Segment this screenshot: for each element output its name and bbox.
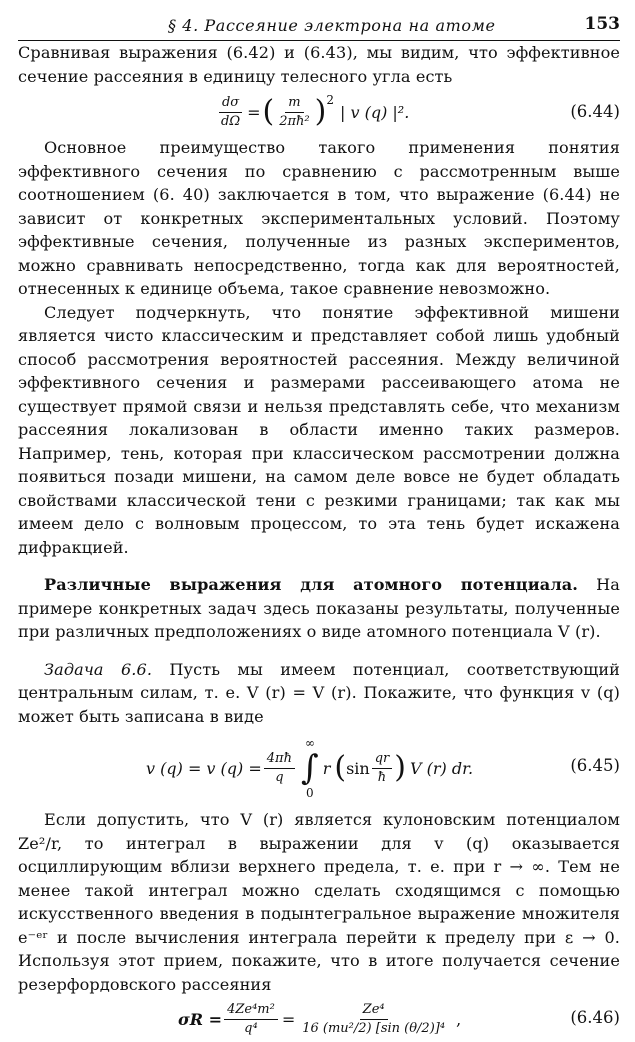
- eq645-integrand-v: V (r) dr.: [409, 758, 474, 778]
- eq645-fraction: $\frac{4\pi ħ}{q}$: [264, 751, 295, 786]
- book-page: [18, 14, 620, 1042]
- page-number: 153: [584, 14, 620, 34]
- eq646-lhs: σR =: [178, 1009, 223, 1029]
- section-heading: Различные выражения для атомного потенциала.: [44, 575, 579, 594]
- eq646-fraction-1: $\frac{\text{4Ze⁴m²}}{\text{q⁴}}$: [224, 1002, 278, 1037]
- equation-number-6-45: (6.45): [570, 756, 620, 775]
- running-header: [18, 14, 620, 41]
- eq645-integrand-r: r: [322, 758, 331, 778]
- paragraph-intro: Сравнивая выражения (6.42) и (6.43), мы видим, что эффективное сечение рассеяния в единицу телесного угла есть: [18, 43, 620, 86]
- paragraph-coulomb: Если допустить, что V (r) является кулоновским потенциалом Ze²/r, то интеграл в выражении для v (q) оказывается осциллирующим вблизи верхнего предела, т. е. при r → ∞. Тем не менее такой интеграл можно сделать сходящимся с помощью искусственного введения в подынтегральное выражение множителя e⁻ᵉʳ и после вычисления интеграла перейти к пределу при ε → 0. Используя этот прием, покажите, что в итоге получается сечение резерфордовского рассеяния: [18, 810, 620, 994]
- running-title: § 4. Рассеяние электрона на атоме: [168, 16, 496, 35]
- paragraph-classical: Следует подчеркнуть, что понятие эффективной мишени является чисто классическим и представляет собой лишь удобный способ рассмотрения вероятностей рассеяния. Между величиной эффективного сечения и размерами рассеивающего атома не существует прямой связи и нельзя представлять себе, что механизм рассеяния локализован в области именно таких размеров. Например, тень, которая при классическом рассмотрении должна появиться позади мишени, на самом деле вовсе не будет обладать свойствами классической тени с резкими границами; так как мы имеем дело с волновым процессом, то эта тень будет искажена дифракцией.: [18, 302, 620, 557]
- eq644-lhs-fraction: $\frac{d\sigma}{d\Omega}$: [218, 95, 243, 130]
- section-paragraph: [18, 573, 620, 644]
- equation-6-46: [18, 996, 620, 1042]
- eq644-fraction: $\frac{m}{\text{2πħ²}}$: [279, 94, 310, 129]
- eq645-sin-fraction: $\frac{qr}{ħ}$: [372, 751, 393, 786]
- eq646-equals: =: [281, 1009, 296, 1029]
- eq644-equals: =: [247, 102, 261, 122]
- integral-sign: ∞ ∫ 0: [300, 736, 319, 800]
- eq644-tail: | v (q) |².: [340, 102, 410, 122]
- equation-number-6-44: (6.44): [570, 102, 620, 121]
- problem-paragraph: [18, 658, 620, 729]
- problem-text: Пусть мы имеем потенциал, соответствующий центральным силам, т. е. V (r) = V (r). Покажите, что функция v (q) может быть записана в виде: [18, 659, 621, 726]
- problem-label: Задача 6.6.: [44, 659, 153, 679]
- equation-number-6-46: (6.46): [570, 1008, 620, 1027]
- eq645-lhs: v (q) = v (q) =: [146, 758, 262, 778]
- paragraph-advantage: Основное преимущество такого применения понятия эффективного сечения по сравнению с рассмотренным выше соотношением (6. 40) заключается в том, что выражение (6.44) не зависит от конкретных экспериментальных условий. Поэтому эффективные сечения, полученные из разных экспериментов, можно сравнивать непосредственно, тогда как для вероятностей, отнесенных к единице объема, такое сравнение невозможно.: [18, 138, 620, 298]
- equation-6-44: $\frac{d\sigma}{d\Omega}$ = ( $\frac{m}{\text{2πħ²}}$ ) 2 | v (q) |². (6.44): [18, 88, 620, 136]
- eq646-tail: ,: [456, 1009, 462, 1029]
- eq646-fraction-2: $\frac{\text{Ze⁴}}{\text{16 (mu²/2) [sin (θ/2)]⁴}}$: [302, 1001, 446, 1036]
- equation-6-45: v (q) = v (q) = $\frac{4\pi ħ}{q}$ ∞ ∫ 0 r ( sin $\frac{qr}{ħ}$ ) V (r) dr. (6.45): [146, 736, 620, 800]
- section-text: На примере конкретных задач здесь показаны результаты, полученные при различных предположениях о виде атомного потенциала V (r).: [18, 575, 621, 641]
